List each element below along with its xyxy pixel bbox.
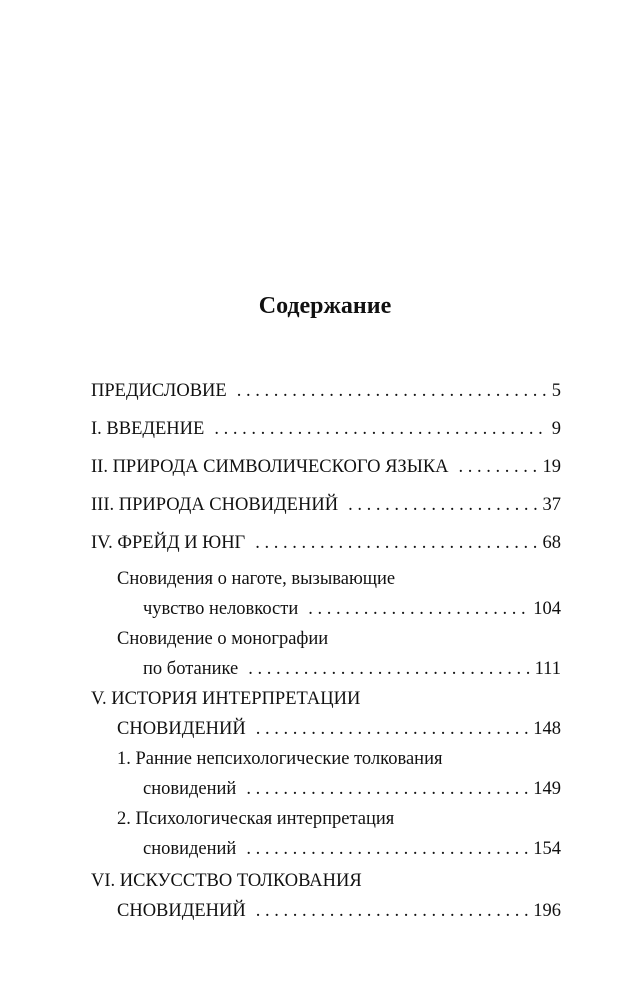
toc-page-number: 19: [542, 457, 561, 477]
toc-entry-freud-and-jung[interactable]: [91, 528, 561, 558]
toc-subentry-early-interpretations[interactable]: [117, 744, 561, 804]
toc-entry-preface[interactable]: [91, 376, 561, 406]
toc-entry-title-line2: сновидений: [143, 839, 237, 859]
leader-dots: [246, 834, 529, 864]
toc-subentry-psychological-interpretation[interactable]: [117, 804, 561, 864]
toc-entry-title-line2: чувство неловкости: [143, 599, 299, 619]
toc-page-number: 154: [533, 839, 561, 859]
leader-dots: [256, 896, 529, 926]
toc-entry-art-of-interpretation[interactable]: [91, 866, 561, 926]
toc-entry-nature-of-dreams[interactable]: [91, 490, 561, 520]
toc-entry-title-line1: V. ИСТОРИЯ ИНТЕРПРЕТАЦИИ: [91, 689, 361, 709]
toc-entry-title-line2: по ботанике: [143, 659, 239, 679]
toc-page-number: 104: [533, 599, 561, 619]
toc-page-number: 148: [533, 719, 561, 739]
toc-page-number: 5: [551, 381, 561, 401]
toc-entry-title-line1: 2. Психологическая интерпретация: [117, 809, 395, 829]
page-title: Содержание: [258, 293, 392, 319]
leader-dots: [308, 594, 529, 624]
toc-entry-title-line1: 1. Ранние непсихологические толкования: [117, 749, 443, 769]
leader-dots: [214, 414, 547, 444]
leader-dots: [256, 714, 529, 744]
toc-entry-title: IV. ФРЕЙД И ЮНГ: [91, 533, 246, 553]
leader-dots: [459, 452, 539, 482]
toc-subentry-nakedness-dreams[interactable]: [117, 564, 561, 624]
toc-entry-title: I. ВВЕДЕНИЕ: [91, 419, 205, 439]
toc-entry-symbolic-language[interactable]: [91, 452, 561, 482]
leader-dots: [255, 528, 538, 558]
toc-page-number: 149: [533, 779, 561, 799]
toc-entry-title-line1: VI. ИСКУССТВО ТОЛКОВАНИЯ: [91, 871, 362, 891]
toc-entry-title-line1: Сновидения о наготе, вызывающие: [117, 569, 396, 589]
toc-entry-history-of-interpretation[interactable]: [91, 684, 561, 744]
toc-subentry-botanical-monograph[interactable]: [117, 624, 561, 684]
toc-page-number: 37: [542, 495, 561, 515]
leader-dots: [246, 774, 529, 804]
toc-entry-title-line2: СНОВИДЕНИЙ: [117, 901, 246, 921]
toc-entry-title: II. ПРИРОДА СИМВОЛИЧЕСКОГО ЯЗЫКА: [91, 457, 449, 477]
toc-entry-title: III. ПРИРОДА СНОВИДЕНИЙ: [91, 495, 339, 515]
leader-dots: [237, 376, 548, 406]
toc-entry-title: ПРЕДИСЛОВИЕ: [91, 381, 227, 401]
toc-page-number: 196: [533, 901, 561, 921]
toc-entry-introduction[interactable]: [91, 414, 561, 444]
leader-dots: [248, 654, 530, 684]
toc-entry-title-line1: Сновидение о монографии: [117, 629, 329, 649]
leader-dots: [348, 490, 538, 520]
toc-page-number: 111: [534, 659, 561, 679]
toc-entry-title-line2: сновидений: [143, 779, 237, 799]
toc-page-number: 9: [551, 419, 561, 439]
toc-page-number: 68: [542, 533, 561, 553]
toc-entry-title-line2: СНОВИДЕНИЙ: [117, 719, 246, 739]
